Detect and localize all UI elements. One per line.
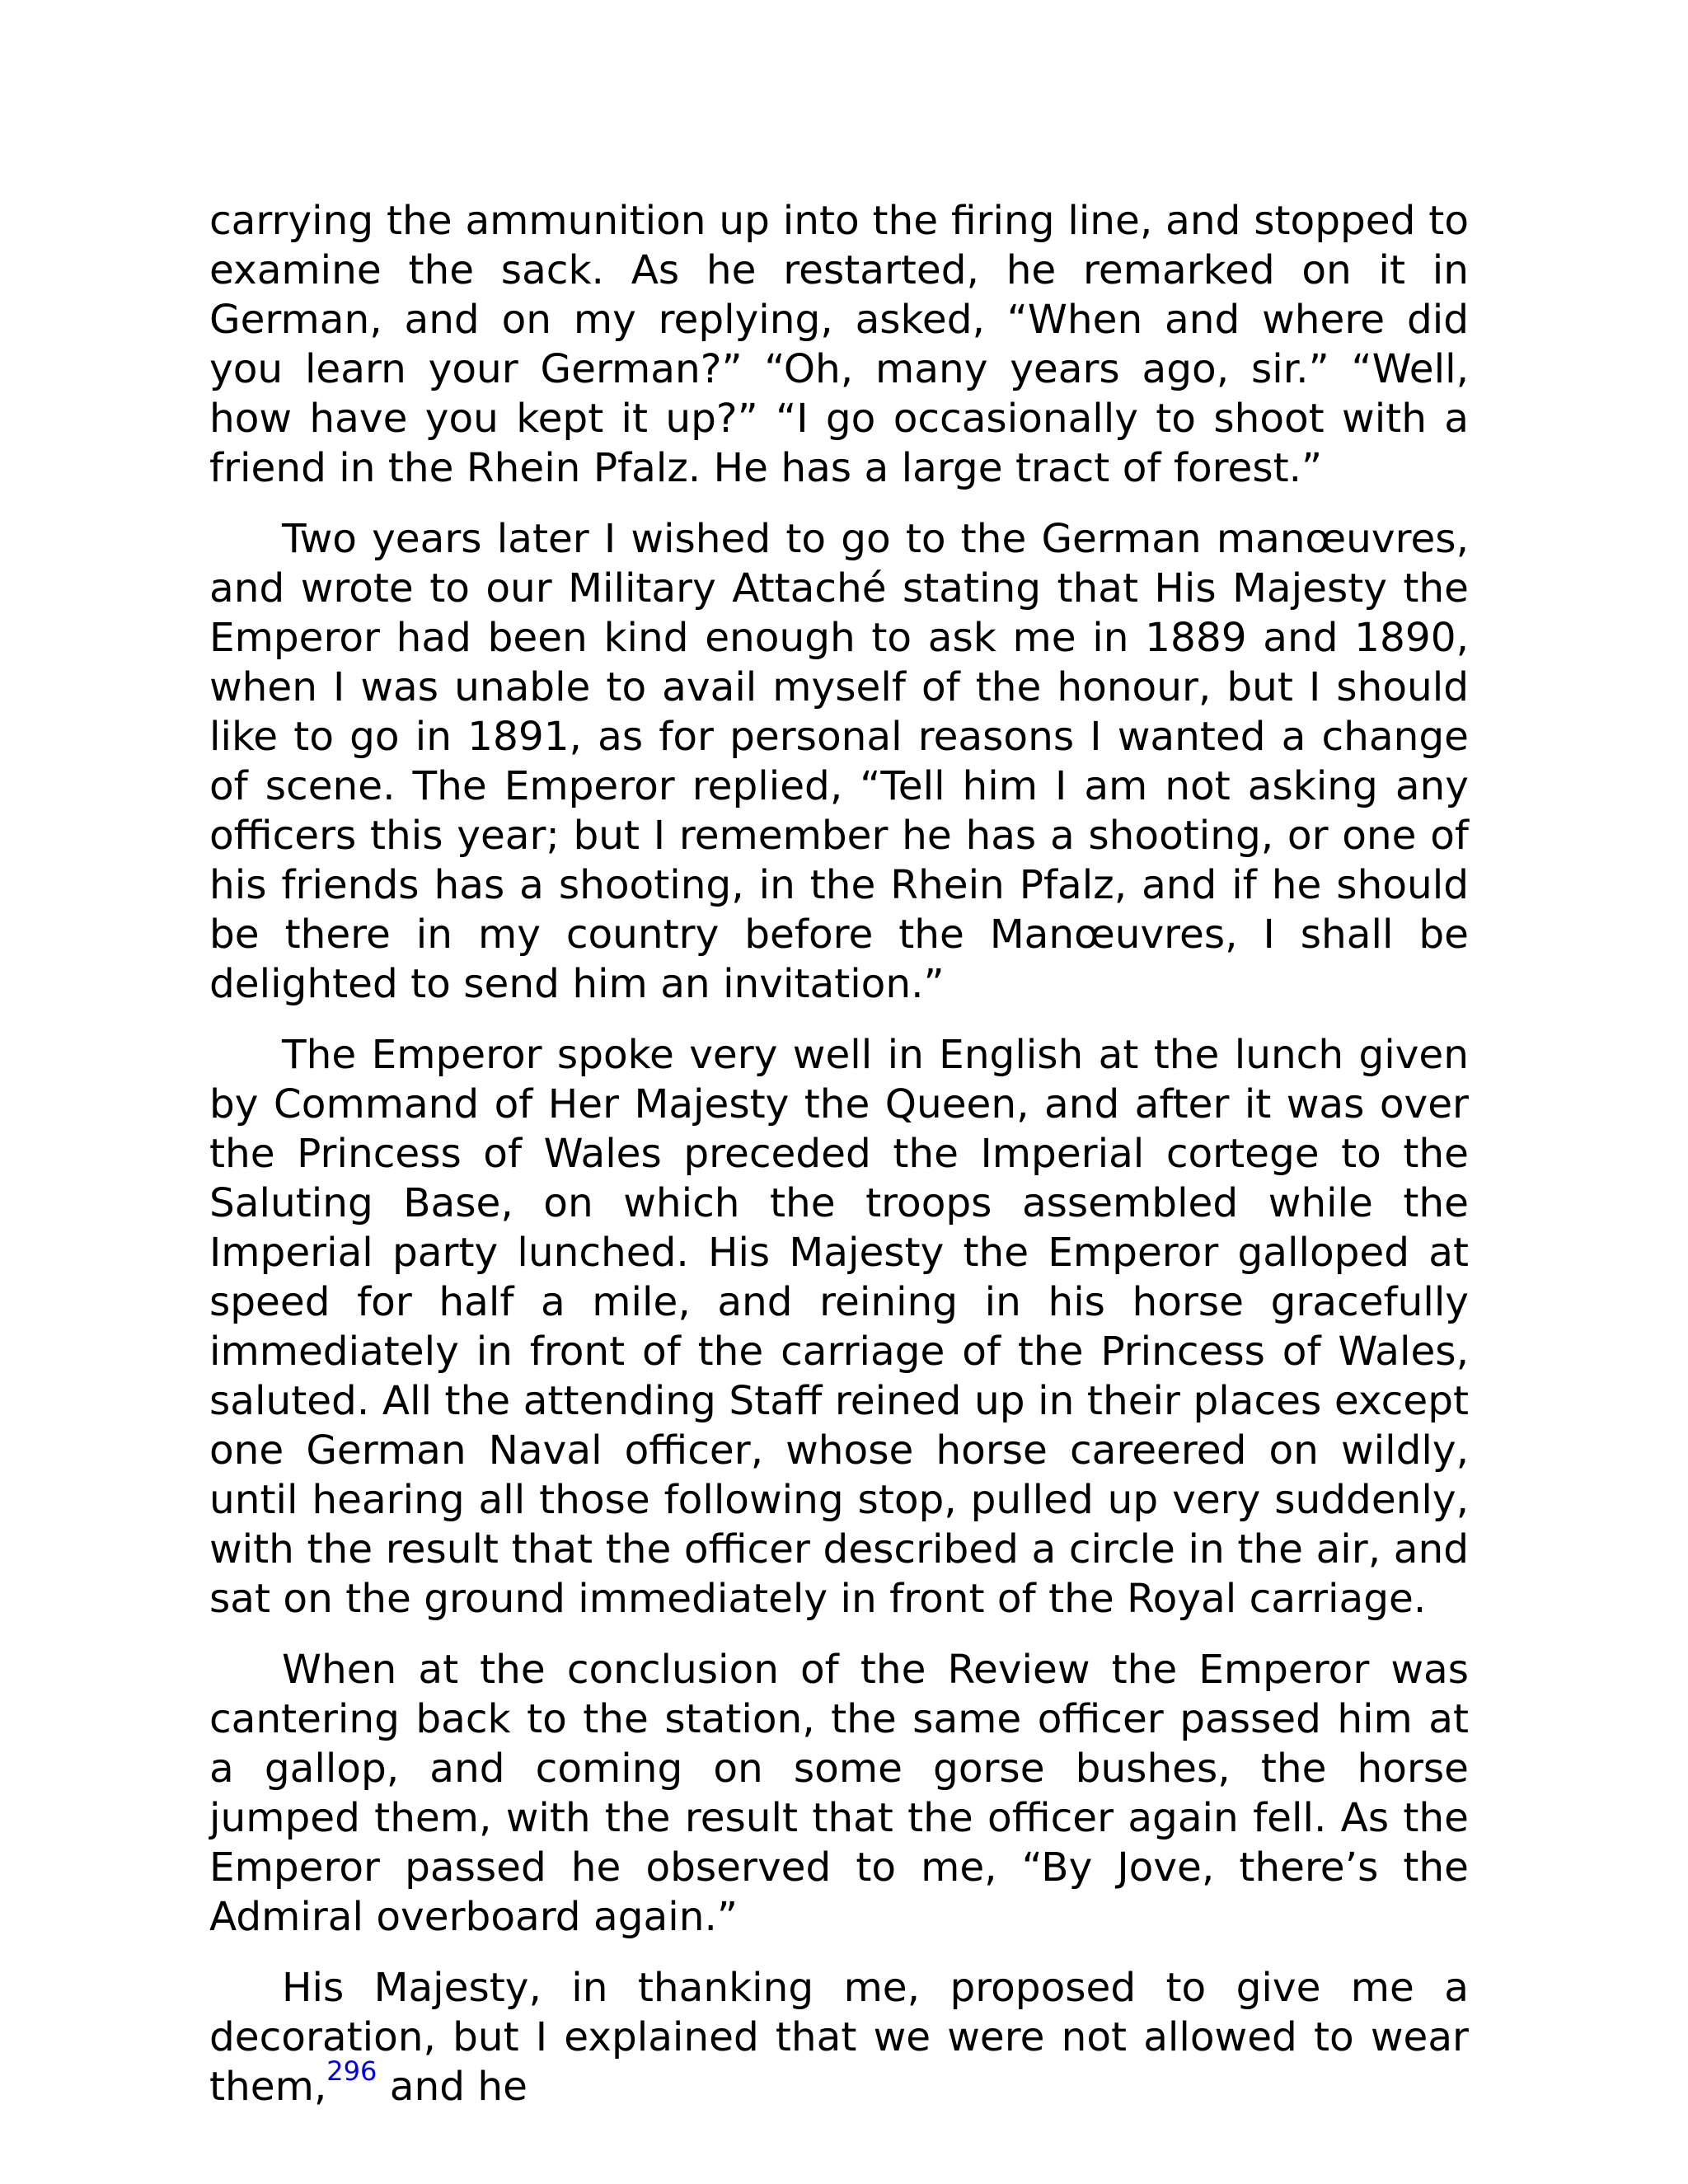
paragraph-2: Two years later I wished to go to the German manœuvres, and wrote to our Military Attaché stating that His Majesty the Emperor had been kind enough to ask me in 1889 and 1890, when I was unable to avail myself of the honour, but I should like to go in 1891, as for personal reasons I wanted a change of scene. The Emperor replied, “Tell him I am not asking any officers this year; but I remember he has a shooting, or one of his friends has a shooting, in the Rhein Pfalz, and if he should be there in my country before the Manœuvres, I shall be delighted to send him an invitation.”: [209, 516, 1469, 1007]
book-page: [209, 196, 1469, 2111]
paragraph-3: The Emperor spoke very well in English at the lunch given by Command of Her Majesty the Queen, and after it was over the Princess of Wales preceded the Imperial cortege to the Saluting Base, on which the troops assembled while the Imperial party lunched. His Majesty the Emperor galloped at speed for half a mile, and reining in his horse gracefully immediately in front of the carriage of the Princess of Wales, saluted. All the attending Staff reined up in their places except one German Naval officer, whose horse careered on wildly, until hearing all those following stop, pulled up very suddenly, with the result that the officer described a circle in the air, and sat on the ground immediately in front of the Royal carriage.: [209, 1032, 1469, 1622]
paragraph-5-text-before: His Majesty, in thanking me, proposed to give me a decoration, but I explained that we were not allowed to wear them,: [209, 1965, 1469, 2110]
paragraph-1: carrying the ammunition up into the firing line, and stopped to examine the sack. As he restarted, he remarked on it in German, and on my replying, asked, “When and where did you learn your German?” “Oh, many years ago, sir.” “Well, how have you kept it up?” “I go occasionally to shoot with a friend in the Rhein Pfalz. He has a large tract of forest.”: [209, 198, 1469, 491]
footnote-link[interactable]: 296: [326, 2055, 377, 2087]
paragraph-5-text-after: and he: [377, 2064, 528, 2110]
paragraph-4: When at the conclusion of the Review the Emperor was cantering back to the station, the same officer passed him at a gallop, and coming on some gorse bushes, the horse jumped them, with the result that the officer again fell. As the Emperor passed he observed to me, “By Jove, there’s the Admiral overboard again.”: [209, 1647, 1469, 1940]
paragraph-5: [209, 1963, 1469, 2111]
